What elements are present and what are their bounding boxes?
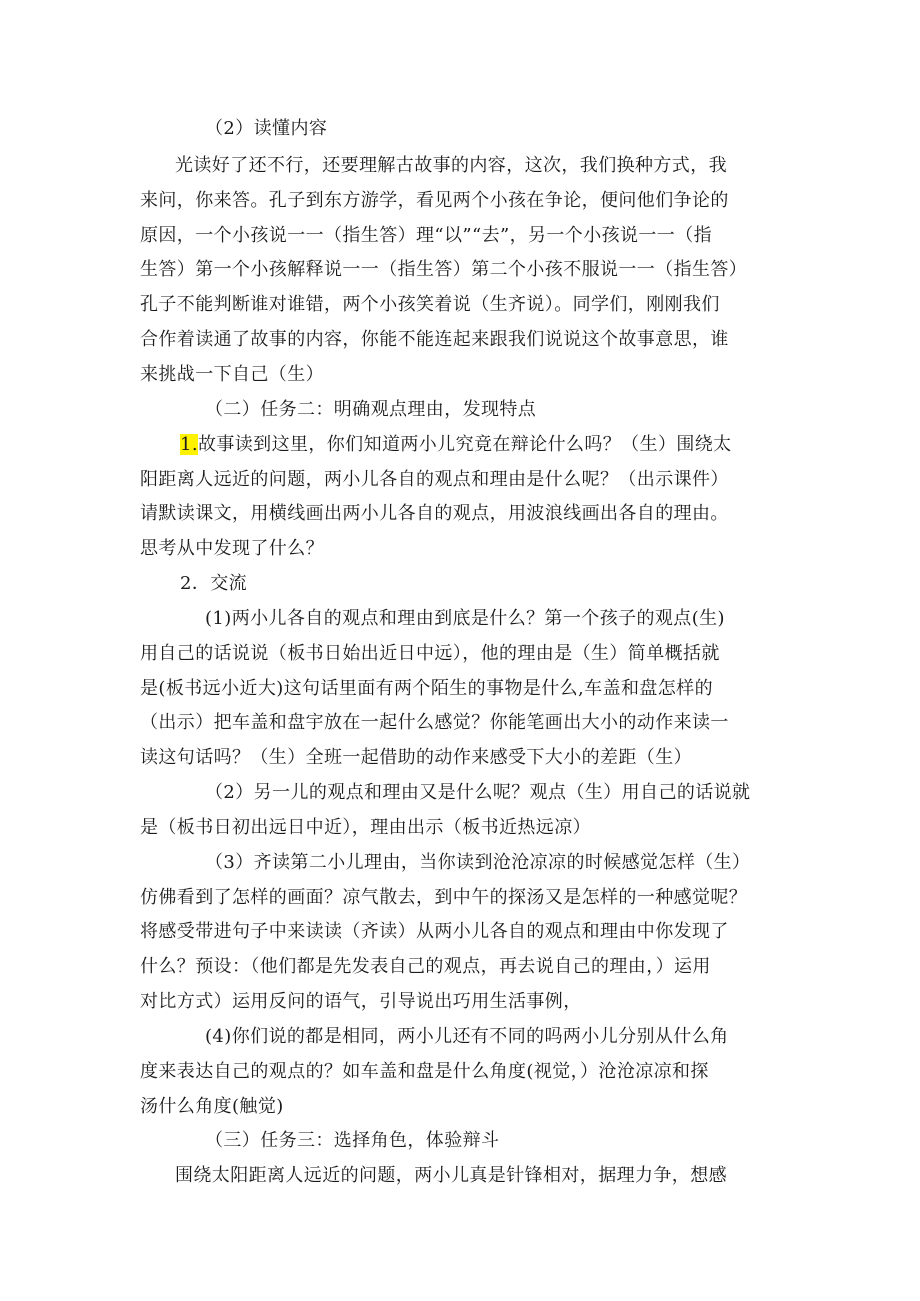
paragraph-line: 是(板书远小近大)这句话里面有两个陌生的事物是什么,车盖和盘怎样的	[140, 678, 713, 699]
paragraph-line: 原因，一个小孩说一一（指生答）理“以”“去”，另一个小孩说一一（指	[140, 225, 713, 246]
paragraph-line: 仿佛看到了怎样的画面？凉气散去，到中午的探汤又是怎样的一种感觉呢？	[140, 887, 748, 908]
paragraph-line: 阳距离人远近的问题，两小儿各自的观点和理由是什么呢？（出示课件）	[140, 469, 729, 490]
paragraph-line: 对比方式）运用反问的语气，引导说出巧用生活事例，	[140, 991, 582, 1012]
paragraph-line: 将感受带进句子中来读读（齐读）从两小儿各自的观点和理由中你发现了	[140, 921, 729, 942]
heading-task-three: （三）任务三：选择角色，体验辩斗	[205, 1130, 500, 1151]
paragraph-line: 度来表达自己的观点的？如车盖和盘是什么角度(视觉，）沧沧凉凉和探	[140, 1061, 709, 1082]
paragraph-line: 生答）第一个小孩解释说一一（指生答）第二个小孩不服说一一（指生答）	[140, 259, 748, 280]
paragraph-line: （2）另一儿的观点和理由又是什么呢？观点（生）用自己的话说就	[205, 782, 751, 803]
paragraph-line: 用自己的话说说（板书日始出近日中远），他的理由是（生）简单概括就	[140, 643, 720, 664]
paragraph-line: 汤什么角度(触觉)	[140, 1096, 284, 1117]
heading-task-two: （二）任务二：明确观点理由，发现特点	[205, 399, 537, 420]
highlighted-number-marker: 1.	[180, 434, 198, 455]
paragraph-line-numbered	[180, 434, 732, 456]
paragraph-line-text: 故事读到这里，你们知道两小儿究竟在辩论什么吗？（生）围绕太	[197, 434, 732, 455]
paragraph-line: （3）齐读第二小儿理由，当你读到沧沧凉凉的时候感觉怎样（生）	[205, 852, 751, 873]
paragraph-line: 请默读课文，用横线画出两小儿各自的观点，用波浪线画出各自的理由。	[140, 503, 729, 524]
paragraph-line: 来挑战一下自己（生）	[140, 364, 324, 385]
paragraph-line: 思考从中发现了什么？	[140, 538, 324, 559]
paragraph-line: 围绕太阳距离人远近的问题，两小儿真是针锋相对，据理力争，想感	[175, 1165, 727, 1186]
paragraph-line: 光读好了还不行，还要理解古故事的内容，这次，我们换种方式，我	[175, 155, 727, 176]
paragraph-line: 合作着读通了故事的内容，你能不能连起来跟我们说说这个故事意思，谁	[140, 329, 729, 350]
heading-read-content: （2）读懂内容	[205, 118, 328, 139]
paragraph-line: 是（板书日初出远日中近），理由出示（板书近热远凉）	[140, 817, 591, 838]
paragraph-line: (4)你们说的都是相同，两小儿还有不同的吗两小儿分别从什么角	[205, 1026, 729, 1047]
paragraph-line: 读这句话吗？（生）全班一起借助的动作来感受下大小的差距（生）	[140, 747, 692, 768]
paragraph-line: 孔子不能判断谁对谁错，两个小孩笑着说（生齐说）。同学们，刚刚我们	[140, 294, 720, 315]
paragraph-line: (1)两小儿各自的观点和理由到底是什么？第一个孩子的观点(生)	[205, 608, 725, 629]
heading-exchange: 2．交流	[180, 573, 248, 594]
paragraph-line: 什么？预设：（他们都是先发表自己的观点，再去说自己的理由，）运用	[140, 956, 711, 977]
paragraph-line: 来问，你来答。孔子到东方游学，看见两个小孩在争论，便问他们争论的	[140, 190, 729, 211]
paragraph-line: （出示）把车盖和盘宇放在一起什么感觉？你能笔画出大小的动作来读一	[140, 712, 729, 733]
